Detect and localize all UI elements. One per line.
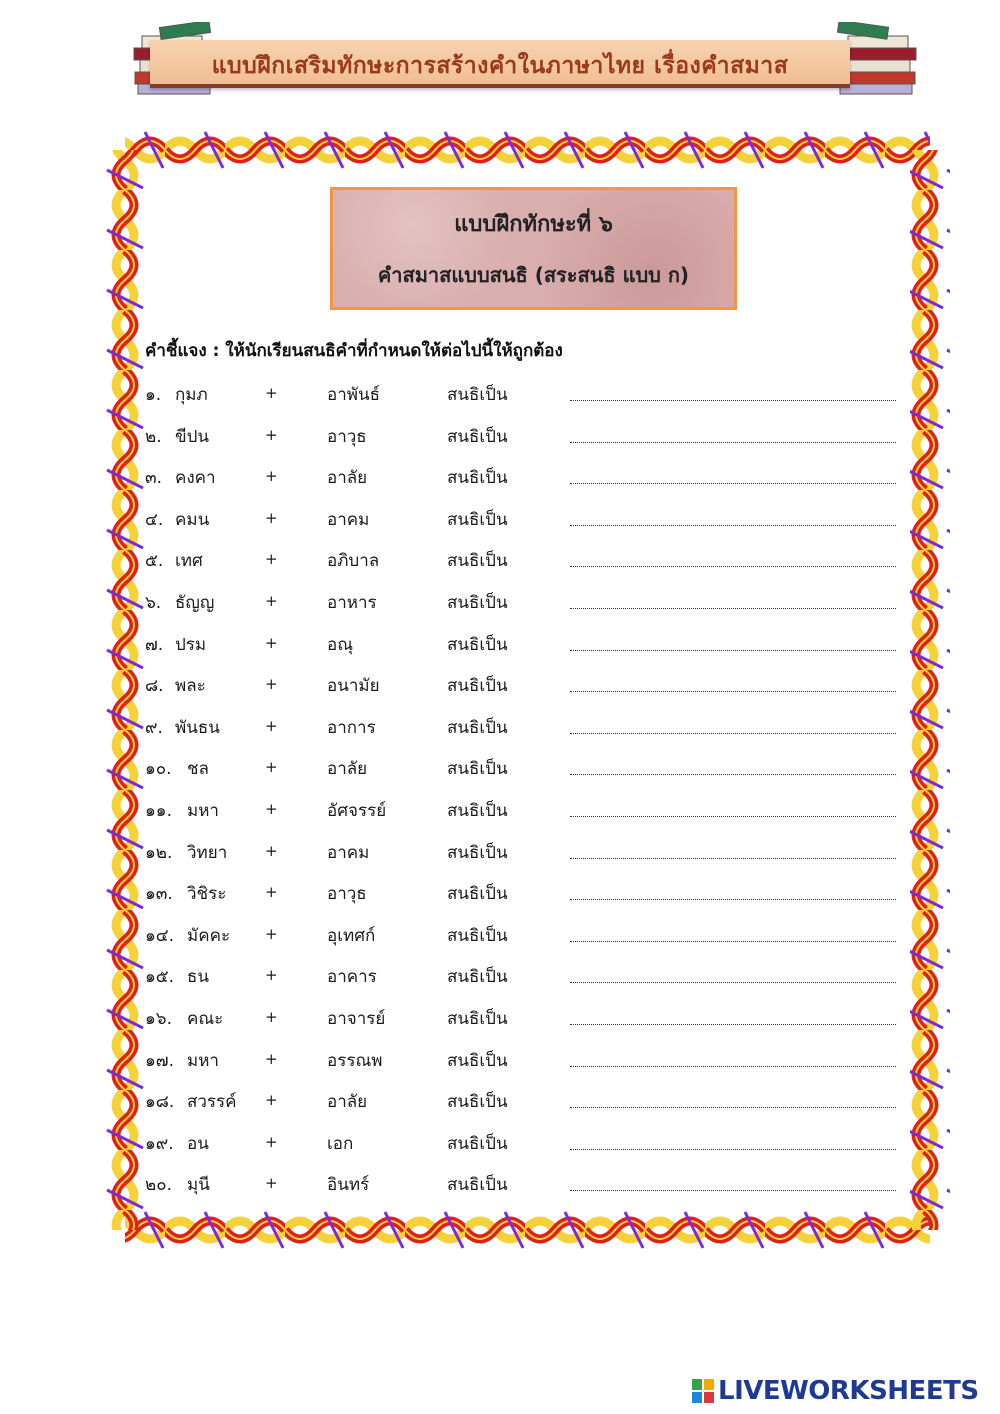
second-word: อาลัย (327, 468, 368, 489)
header-banner (150, 40, 850, 88)
second-word: อาคม (327, 842, 370, 863)
first-word: พันธน (175, 717, 220, 738)
plus-sign: + (265, 384, 278, 402)
plus-sign: + (265, 1174, 278, 1193)
result-label: สนธิเป็น (447, 385, 508, 405)
first-word: เทศ (175, 551, 203, 572)
item-number: ๒๐. (145, 1175, 172, 1196)
first-word: กุมภ (175, 385, 208, 405)
item-number: ๑๐. (145, 759, 172, 780)
item-number: ๑๒. (145, 842, 173, 863)
answer-field[interactable] (570, 857, 896, 859)
item-number: ๘. (145, 676, 164, 697)
second-word: อาวุธ (327, 426, 367, 447)
exercise-row (145, 918, 905, 960)
result-label: สนธิเป็น (447, 759, 508, 780)
plus-sign: + (265, 1091, 278, 1110)
item-number: ๑. (145, 385, 162, 405)
first-word: มหา (187, 800, 219, 821)
second-word: อัศจรรย์ (327, 800, 387, 821)
item-number: ๖. (145, 592, 162, 613)
item-number: ๗. (145, 634, 164, 655)
second-word: อาลัย (327, 759, 368, 780)
second-word: อินทร์ (327, 1175, 370, 1196)
result-label: สนธิเป็น (447, 1133, 508, 1154)
first-word: คณะ (187, 1008, 224, 1029)
result-label: สนธิเป็น (447, 884, 508, 905)
plus-sign: + (265, 1132, 278, 1151)
first-word: พละ (175, 676, 206, 697)
liveworksheets-logo (692, 1376, 979, 1406)
result-label: สนธิเป็น (447, 426, 508, 447)
answer-field[interactable] (570, 1189, 896, 1191)
result-label: สนธิเป็น (447, 676, 508, 697)
result-label: สนธิเป็น (447, 509, 508, 530)
plus-sign: + (265, 550, 278, 569)
answer-field[interactable] (570, 1148, 896, 1150)
plus-sign: + (265, 883, 278, 902)
exercise-row (145, 876, 905, 918)
exercise-row (145, 1084, 905, 1126)
result-label: สนธิเป็น (447, 1008, 508, 1029)
answer-field[interactable] (570, 815, 896, 817)
second-word: อาหาร (327, 592, 377, 613)
plus-sign: + (265, 758, 278, 777)
item-number: ๑๗. (145, 1050, 174, 1071)
plus-sign: + (265, 467, 278, 486)
answer-field[interactable] (570, 649, 896, 651)
item-number: ๙. (145, 717, 163, 738)
exercise-row (145, 460, 905, 502)
item-number: ๑๕. (145, 967, 175, 988)
answer-field[interactable] (570, 1106, 896, 1108)
exercise-row (145, 377, 905, 419)
first-word: คงคา (175, 468, 216, 489)
answer-field[interactable] (570, 399, 896, 401)
exercise-row (145, 419, 905, 461)
result-label: สนธิเป็น (447, 842, 508, 863)
instruction-text: คำชี้แจง : ให้นักเรียนสนธิคำที่กำหนดให้ต่อไปนี้ให้ถูกต้อง (145, 341, 563, 361)
second-word: อาจารย์ (327, 1008, 386, 1029)
second-word: อาพันธ์ (327, 385, 380, 405)
second-word: อาคม (327, 509, 370, 530)
first-word: คมน (175, 509, 210, 530)
exercise-subtitle: คำสมาสแบบสนธิ (สระสนธิ แบบ ก) (377, 263, 690, 287)
plus-sign: + (265, 1049, 278, 1068)
first-word: ธน (187, 967, 209, 988)
first-word: อน (187, 1133, 209, 1154)
exercise-row (145, 1167, 905, 1209)
second-word: เอก (327, 1133, 354, 1154)
exercise-title: แบบฝึกทักษะที่ ๖ (454, 212, 613, 237)
exercise-row (145, 502, 905, 544)
first-word: ธัญญ (175, 592, 215, 613)
answer-field[interactable] (570, 773, 896, 775)
exercise-row (145, 751, 905, 793)
first-word: สวรรค์ (187, 1092, 237, 1113)
plus-sign: + (265, 924, 278, 943)
plus-sign: + (265, 633, 278, 652)
first-word: มุนี (187, 1175, 210, 1196)
second-word: อุเทศก์ (327, 925, 376, 946)
result-label: สนธิเป็น (447, 1050, 508, 1071)
answer-field[interactable] (570, 565, 896, 567)
item-number: ๔. (145, 509, 164, 530)
result-label: สนธิเป็น (447, 551, 508, 572)
plus-sign: + (265, 966, 278, 985)
exercise-list (145, 377, 905, 1209)
answer-field[interactable] (570, 441, 896, 443)
result-label: สนธิเป็น (447, 634, 508, 655)
exercise-row (145, 793, 905, 835)
exercise-row (145, 1043, 905, 1085)
result-label: สนธิเป็น (447, 967, 508, 988)
first-word: วิชิระ (187, 884, 227, 905)
item-number: ๕. (145, 551, 164, 572)
result-label: สนธิเป็น (447, 800, 508, 821)
second-word: อภิบาล (327, 551, 380, 572)
result-label: สนธิเป็น (447, 1175, 508, 1196)
item-number: ๑๙. (145, 1133, 174, 1154)
first-word: ขีปน (175, 426, 210, 447)
answer-field[interactable] (570, 524, 896, 526)
first-word: ชล (187, 759, 209, 780)
banner-title: แบบฝึกเสริมทักษะการสร้างคำในภาษาไทย เรื่องคำสมาส (211, 53, 789, 79)
second-word: อาการ (327, 717, 376, 738)
exercise-row (145, 585, 905, 627)
second-word: อาคาร (327, 967, 377, 988)
answer-field[interactable] (570, 1065, 896, 1067)
exercise-row (145, 959, 905, 1001)
second-word: อณุ (327, 634, 353, 655)
item-number: ๒. (145, 426, 162, 447)
exercise-row (145, 668, 905, 710)
exercise-row (145, 543, 905, 585)
logo-text: LIVEWORKSHEETS (718, 1376, 979, 1406)
plus-sign: + (265, 1007, 278, 1026)
item-number: ๑๔. (145, 925, 175, 946)
plus-sign: + (265, 841, 278, 860)
answer-field[interactable] (570, 898, 896, 900)
result-label: สนธิเป็น (447, 468, 508, 489)
plus-sign: + (265, 799, 278, 818)
result-label: สนธิเป็น (447, 592, 508, 613)
result-label: สนธิเป็น (447, 925, 508, 946)
item-number: ๓. (145, 468, 163, 489)
liveworksheets-logo-icon (692, 1379, 714, 1403)
item-number: ๑๑. (145, 800, 172, 821)
second-word: อรรณพ (327, 1050, 383, 1071)
exercise-row (145, 1001, 905, 1043)
first-word: วิทยา (187, 842, 228, 863)
first-word: ปรม (175, 634, 207, 655)
item-number: ๑๘. (145, 1092, 175, 1113)
result-label: สนธิเป็น (447, 717, 508, 738)
exercise-row (145, 627, 905, 669)
answer-field[interactable] (570, 607, 896, 609)
first-word: มัคคะ (187, 925, 231, 946)
exercise-row (145, 1126, 905, 1168)
answer-field[interactable] (570, 690, 896, 692)
answer-field[interactable] (570, 732, 896, 734)
second-word: อาลัย (327, 1092, 368, 1113)
plus-sign: + (265, 591, 278, 610)
answer-field[interactable] (570, 940, 896, 942)
plus-sign: + (265, 716, 278, 735)
exercise-row (145, 710, 905, 752)
second-word: อาวุธ (327, 884, 367, 905)
second-word: อนามัย (327, 676, 380, 697)
plus-sign: + (265, 675, 278, 694)
answer-field[interactable] (570, 482, 896, 484)
result-label: สนธิเป็น (447, 1092, 508, 1113)
plus-sign: + (265, 425, 278, 444)
answer-field[interactable] (570, 981, 896, 983)
item-number: ๑๓. (145, 884, 173, 905)
plus-sign: + (265, 508, 278, 527)
answer-field[interactable] (570, 1023, 896, 1025)
item-number: ๑๖. (145, 1008, 172, 1029)
exercise-title-box (330, 187, 737, 310)
exercise-row (145, 835, 905, 877)
first-word: มหา (187, 1050, 219, 1071)
